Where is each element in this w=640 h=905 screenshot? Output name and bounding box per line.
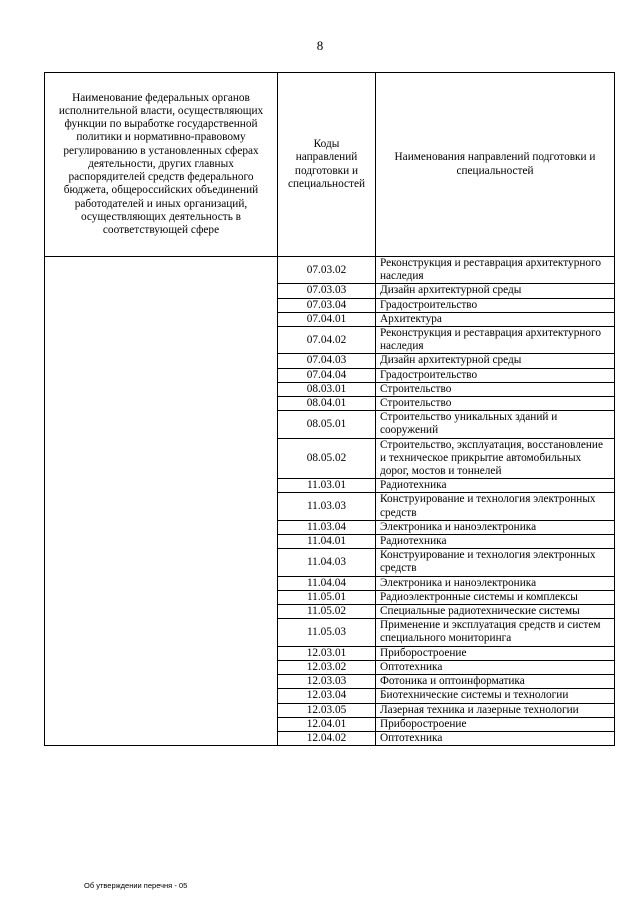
- table-body: [45, 257, 615, 746]
- code-cell: 07.03.04: [278, 298, 376, 312]
- name-cell: Приборостроение: [376, 717, 615, 731]
- table-header-row: [45, 73, 615, 257]
- code-cell: 12.03.04: [278, 689, 376, 703]
- name-cell: Радиоэлектронные системы и комплексы: [376, 590, 615, 604]
- code-cell: 11.05.02: [278, 605, 376, 619]
- code-cell: 11.03.01: [278, 479, 376, 493]
- code-cell: 11.05.03: [278, 619, 376, 646]
- code-cell: 12.04.02: [278, 731, 376, 745]
- name-cell: Реконструкция и реставрация архитектурного наследия: [376, 327, 615, 354]
- code-cell: 11.04.01: [278, 535, 376, 549]
- code-cell: 07.03.03: [278, 284, 376, 298]
- name-cell: Лазерная техника и лазерные технологии: [376, 703, 615, 717]
- name-cell: Градостроительство: [376, 298, 615, 312]
- name-cell: Электроника и наноэлектроника: [376, 576, 615, 590]
- code-cell: 11.05.01: [278, 590, 376, 604]
- name-cell: Электроника и наноэлектроника: [376, 520, 615, 534]
- name-cell: Применение и эксплуатация средств и систем специального мониторинга: [376, 619, 615, 646]
- name-cell: Реконструкция и реставрация архитектурного наследия: [376, 257, 615, 284]
- table-row: [45, 257, 615, 284]
- name-cell: Конструирование и технология электронных средств: [376, 493, 615, 520]
- name-cell: Оптотехника: [376, 660, 615, 674]
- code-cell: 08.03.01: [278, 382, 376, 396]
- code-cell: 07.04.03: [278, 354, 376, 368]
- code-cell: 11.03.04: [278, 520, 376, 534]
- name-cell: Строительство, эксплуатация, восстановление и техническое прикрытие автомобильных дорог, мостов и тоннелей: [376, 438, 615, 479]
- code-cell: 12.03.02: [278, 660, 376, 674]
- name-cell: Приборостроение: [376, 646, 615, 660]
- name-cell: Радиотехника: [376, 479, 615, 493]
- name-cell: Специальные радиотехнические системы: [376, 605, 615, 619]
- code-cell: 11.04.04: [278, 576, 376, 590]
- organization-cell: [45, 257, 278, 746]
- code-cell: 12.03.03: [278, 675, 376, 689]
- code-cell: 08.05.02: [278, 438, 376, 479]
- code-cell: 07.04.01: [278, 312, 376, 326]
- name-cell: Конструирование и технология электронных средств: [376, 549, 615, 576]
- page-number: 8: [316, 38, 324, 53]
- name-cell: Строительство: [376, 397, 615, 411]
- header-organization: Наименование федеральных органов исполнительной власти, осуществляющих функции по выработке государственной политики и нормативно-правовому регулированию в установленных сферах деятельности, других главных распорядителей средств федерального бюджета, общероссийских объединений работодателей и иных организаций, осуществляющих деятельность в соответствующей сфере: [45, 73, 278, 257]
- code-cell: 08.05.01: [278, 411, 376, 438]
- name-cell: Архитектура: [376, 312, 615, 326]
- code-cell: 12.03.01: [278, 646, 376, 660]
- header-names: Наименования направлений подготовки и специальностей: [376, 73, 615, 257]
- name-cell: Радиотехника: [376, 535, 615, 549]
- name-cell: Строительство: [376, 382, 615, 396]
- name-cell: Биотехнические системы и технологии: [376, 689, 615, 703]
- code-cell: 07.03.02: [278, 257, 376, 284]
- code-cell: 12.03.05: [278, 703, 376, 717]
- header-codes: Коды направлений подготовки и специальностей: [278, 73, 376, 257]
- code-cell: 12.04.01: [278, 717, 376, 731]
- name-cell: Оптотехника: [376, 731, 615, 745]
- name-cell: Строительство уникальных зданий и сооружений: [376, 411, 615, 438]
- name-cell: Градостроительство: [376, 368, 615, 382]
- name-cell: Фотоника и оптоинформатика: [376, 675, 615, 689]
- name-cell: Дизайн архитектурной среды: [376, 354, 615, 368]
- specialties-table: [44, 72, 615, 746]
- footer-note: Об утверждении перечня - 05: [84, 881, 188, 890]
- code-cell: 11.04.03: [278, 549, 376, 576]
- code-cell: 07.04.02: [278, 327, 376, 354]
- name-cell: Дизайн архитектурной среды: [376, 284, 615, 298]
- code-cell: 07.04.04: [278, 368, 376, 382]
- code-cell: 11.03.03: [278, 493, 376, 520]
- code-cell: 08.04.01: [278, 397, 376, 411]
